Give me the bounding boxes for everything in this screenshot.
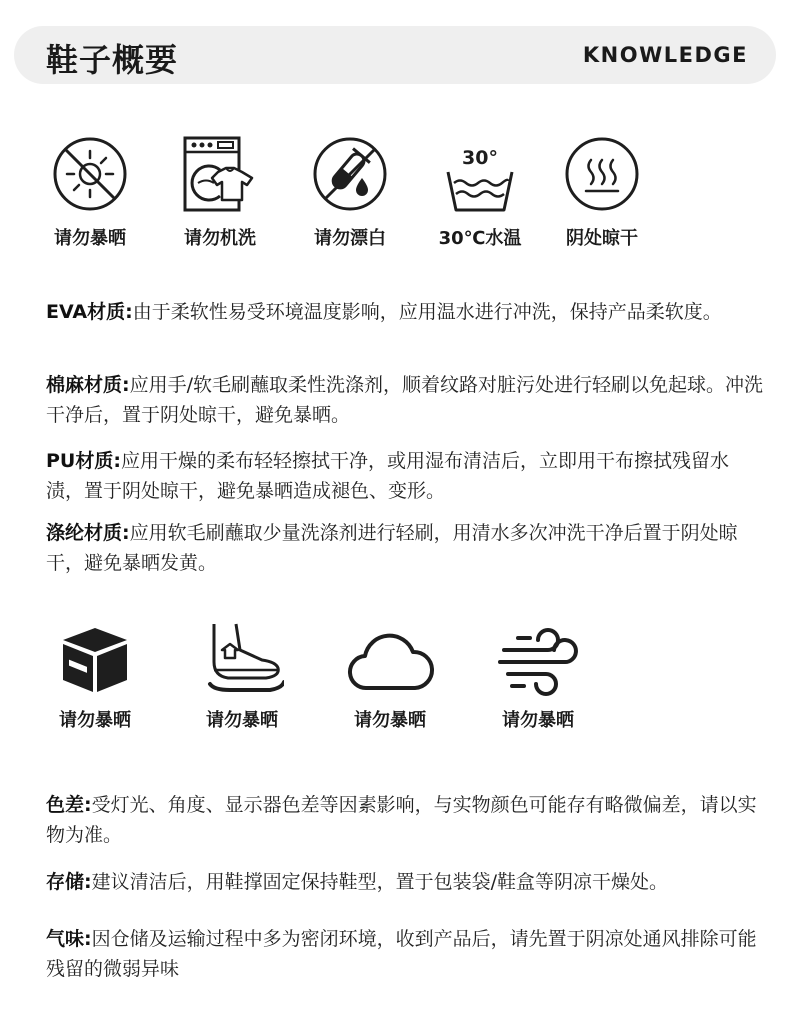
material-cotton-linen-label: 棉麻材质: [46,374,130,396]
storage-label-box: 请勿暴晒 [59,710,131,731]
shoe-tree-icon [200,622,284,696]
care-item-dry-shade [552,134,652,249]
no-sun-icon [50,134,130,214]
material-pu-text: 应用干燥的柔布轻轻擦拭干净，或用湿布清洁后，立即用干布擦拭残留水渍，置于阴处晾干，避免暴晒造成褪色、变形。 [46,450,729,502]
no-bleach-icon [310,134,390,214]
wind-icon [496,622,580,696]
note-odor [46,924,766,984]
page-subtitle: KNOWLEDGE [582,43,748,67]
material-pu-label: PU材质: [46,450,121,472]
note-color-difference [46,790,766,850]
material-polyester-label: 涤纶材质: [46,522,130,544]
material-cotton-linen [46,370,766,430]
storage-label-shoe-tree: 请勿暴晒 [206,710,278,731]
care-item-no-sun [40,134,140,249]
storage-label-wind: 请勿暴晒 [502,710,574,731]
storage-icons-row [0,622,790,732]
storage-label-cloud: 请勿暴晒 [354,710,426,731]
note-odor-text: 因仓储及运输过程中多为密闭环境，收到产品后，请先置于阴凉处通风排除可能残留的微弱异味 [46,928,757,980]
material-eva-label: EVA材质: [46,301,133,323]
care-icons-row [0,134,790,254]
care-label-no-bleach: 请勿漂白 [314,228,386,249]
note-color-difference-label: 色差: [46,794,92,816]
care-item-no-bleach [300,134,400,249]
water-temperature-icon [440,134,520,214]
box-icon [55,622,135,696]
care-item-water-temp [430,134,530,249]
dry-in-shade-icon [562,134,642,214]
note-color-difference-text: 受灯光、角度、显示器色差等因素影响，与实物颜色可能存有略微偏差，请以实物为准。 [46,794,757,846]
water-temp-value: 30° [462,147,498,169]
material-eva-text: 由于柔软性易受环境温度影响，应用温水进行冲洗，保持产品柔软度。 [132,301,722,323]
cloud-icon [345,622,435,696]
care-label-water-temp: 30℃水温 [438,228,522,249]
care-item-no-machine-wash [170,134,270,249]
care-label-dry-shade: 阴处晾干 [566,228,638,249]
storage-item-cloud [340,622,440,731]
storage-item-box [45,622,145,731]
page-header [14,26,776,84]
material-eva [46,297,766,327]
care-label-no-machine-wash: 请勿机洗 [184,228,256,249]
page-title: 鞋子概要 [46,41,179,79]
material-pu [46,446,766,506]
no-machine-wash-icon [180,134,260,214]
note-storage-text: 建议清洁后，用鞋撑固定保持鞋型，置于包装袋/鞋盒等阴凉干燥处。 [91,871,669,893]
material-polyester-text: 应用软毛刷蘸取少量洗涤剂进行轻刷，用清水多次冲洗干净后置于阴处晾干，避免暴晒发黄。 [46,522,738,574]
care-label-no-sun: 请勿暴晒 [54,228,126,249]
storage-item-shoe-tree [192,622,292,731]
note-odor-label: 气味: [46,928,92,950]
note-storage [46,867,766,897]
material-cotton-linen-text: 应用手/软毛刷蘸取柔性洗涤剂，顺着纹路对脏污处进行轻刷以免起球。冲洗干净后，置于阴处晾干，避免暴晒。 [46,374,764,426]
note-storage-label: 存储: [46,871,92,893]
storage-item-wind [488,622,588,731]
material-polyester [46,518,766,578]
